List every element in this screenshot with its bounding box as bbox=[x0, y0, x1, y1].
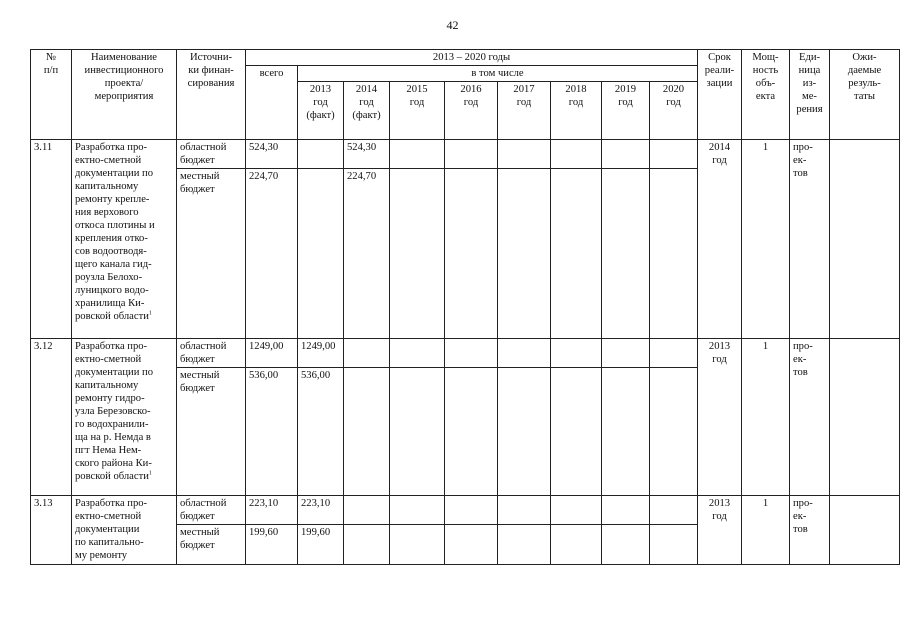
amount-2013: 223,10 bbox=[298, 496, 344, 525]
amount-2015 bbox=[390, 368, 445, 496]
header-unit: Еди- ница из- ме- рения bbox=[790, 50, 830, 140]
project-name bbox=[72, 496, 177, 565]
row-number: 3.12 bbox=[31, 339, 72, 496]
amount-total: 536,00 bbox=[246, 368, 298, 496]
object-capacity: 1 bbox=[742, 339, 790, 496]
amount-2016 bbox=[445, 339, 498, 368]
amount-2018 bbox=[551, 339, 602, 368]
page-number: 42 bbox=[446, 18, 459, 32]
amount-2014 bbox=[344, 339, 390, 368]
amount-2017 bbox=[498, 525, 551, 565]
header-year-2015: 2015 год bbox=[390, 82, 445, 140]
amount-2017 bbox=[498, 169, 551, 339]
project-name-text: Разработка про- ектно-сметной документации по капитальному ремонту гидро- узла Березовско- го водохранили- ща на р. Немда в пгт Нема Нем- ского района Ки- ровской области bbox=[75, 341, 153, 482]
amount-2019 bbox=[602, 169, 650, 339]
amount-2013 bbox=[298, 140, 344, 169]
amount-2019 bbox=[602, 368, 650, 496]
funding-source: областной бюджет bbox=[177, 339, 246, 368]
amount-2019 bbox=[602, 496, 650, 525]
amount-2019 bbox=[602, 140, 650, 169]
amount-2019 bbox=[602, 525, 650, 565]
amount-2017 bbox=[498, 140, 551, 169]
amount-2013 bbox=[298, 169, 344, 339]
amount-2020 bbox=[650, 525, 698, 565]
amount-2020 bbox=[650, 339, 698, 368]
amount-2013: 536,00 bbox=[298, 368, 344, 496]
header-year-2013: 2013 год (факт) bbox=[298, 82, 344, 140]
amount-2015 bbox=[390, 169, 445, 339]
header-number: № п/п bbox=[31, 50, 72, 140]
footnote-mark: 1 bbox=[148, 310, 152, 317]
project-name-text: Разработка про- ектно-сметной документации по капитально- му ремонту bbox=[75, 498, 148, 561]
project-name bbox=[72, 339, 177, 496]
implementation-term: 2014 год bbox=[698, 140, 742, 339]
amount-2018 bbox=[551, 525, 602, 565]
investment-table bbox=[30, 49, 900, 565]
header-including: в том числе bbox=[298, 66, 698, 82]
header-project-name: Наименование инвестиционного проекта/ мероприятия bbox=[72, 50, 177, 140]
amount-2016 bbox=[445, 496, 498, 525]
object-capacity: 1 bbox=[742, 140, 790, 339]
header-period: 2013 – 2020 годы bbox=[246, 50, 698, 66]
amount-2016 bbox=[445, 368, 498, 496]
measurement-unit: про- ек- тов bbox=[790, 140, 830, 339]
amount-2013: 1249,00 bbox=[298, 339, 344, 368]
amount-2014 bbox=[344, 525, 390, 565]
amount-total: 1249,00 bbox=[246, 339, 298, 368]
header-year-2019: 2019 год bbox=[602, 82, 650, 140]
amount-total: 224,70 bbox=[246, 169, 298, 339]
funding-source: местный бюджет bbox=[177, 368, 246, 496]
amount-2017 bbox=[498, 496, 551, 525]
object-capacity: 1 bbox=[742, 496, 790, 565]
header-capacity: Мощ- ность объ- екта bbox=[742, 50, 790, 140]
header-year-2017: 2017 год bbox=[498, 82, 551, 140]
amount-total: 524,30 bbox=[246, 140, 298, 169]
amount-2019 bbox=[602, 339, 650, 368]
expected-results bbox=[830, 339, 900, 496]
amount-2016 bbox=[445, 169, 498, 339]
amount-2015 bbox=[390, 140, 445, 169]
amount-2018 bbox=[551, 368, 602, 496]
amount-total: 223,10 bbox=[246, 496, 298, 525]
header-year-2014: 2014 год (факт) bbox=[344, 82, 390, 140]
expected-results bbox=[830, 496, 900, 565]
project-name bbox=[72, 140, 177, 339]
amount-2016 bbox=[445, 140, 498, 169]
funding-source: местный бюджет bbox=[177, 169, 246, 339]
funding-source: областной бюджет bbox=[177, 140, 246, 169]
amount-2013: 199,60 bbox=[298, 525, 344, 565]
measurement-unit: про- ек- тов bbox=[790, 339, 830, 496]
measurement-unit: про- ек- тов bbox=[790, 496, 830, 565]
funding-source: местный бюджет bbox=[177, 525, 246, 565]
header-funding-source: Источни- ки финан- сирования bbox=[177, 50, 246, 140]
header-expected-results: Ожи- даемые резуль- таты bbox=[830, 50, 900, 140]
amount-2015 bbox=[390, 339, 445, 368]
amount-2014: 524,30 bbox=[344, 140, 390, 169]
amount-2014 bbox=[344, 496, 390, 525]
row-number: 3.13 bbox=[31, 496, 72, 565]
header-year-2018: 2018 год bbox=[551, 82, 602, 140]
amount-2017 bbox=[498, 339, 551, 368]
row-number: 3.11 bbox=[31, 140, 72, 339]
amount-total: 199,60 bbox=[246, 525, 298, 565]
amount-2018 bbox=[551, 140, 602, 169]
amount-2014 bbox=[344, 368, 390, 496]
header-year-2016: 2016 год bbox=[445, 82, 498, 140]
expected-results bbox=[830, 140, 900, 339]
funding-source: областной бюджет bbox=[177, 496, 246, 525]
amount-2014: 224,70 bbox=[344, 169, 390, 339]
amount-2020 bbox=[650, 368, 698, 496]
amount-2018 bbox=[551, 496, 602, 525]
amount-2020 bbox=[650, 496, 698, 525]
implementation-term: 2013 год bbox=[698, 496, 742, 565]
amount-2020 bbox=[650, 169, 698, 339]
amount-2018 bbox=[551, 169, 602, 339]
amount-2015 bbox=[390, 496, 445, 525]
amount-2016 bbox=[445, 525, 498, 565]
header-year-2020: 2020 год bbox=[650, 82, 698, 140]
header-term: Срок реали- зации bbox=[698, 50, 742, 140]
header-total: всего bbox=[246, 66, 298, 140]
implementation-term: 2013 год bbox=[698, 339, 742, 496]
project-name-text: Разработка про- ектно-сметной документации по капитальному ремонту крепле- ния верхового откоса плотины и крепления отко- сов водоотводя- щего канала гид- роузла Белохо- луницкого водо- хранилища Ки- ровской области bbox=[75, 142, 155, 322]
amount-2017 bbox=[498, 368, 551, 496]
amount-2020 bbox=[650, 140, 698, 169]
footnote-mark: 1 bbox=[148, 470, 152, 477]
amount-2015 bbox=[390, 525, 445, 565]
